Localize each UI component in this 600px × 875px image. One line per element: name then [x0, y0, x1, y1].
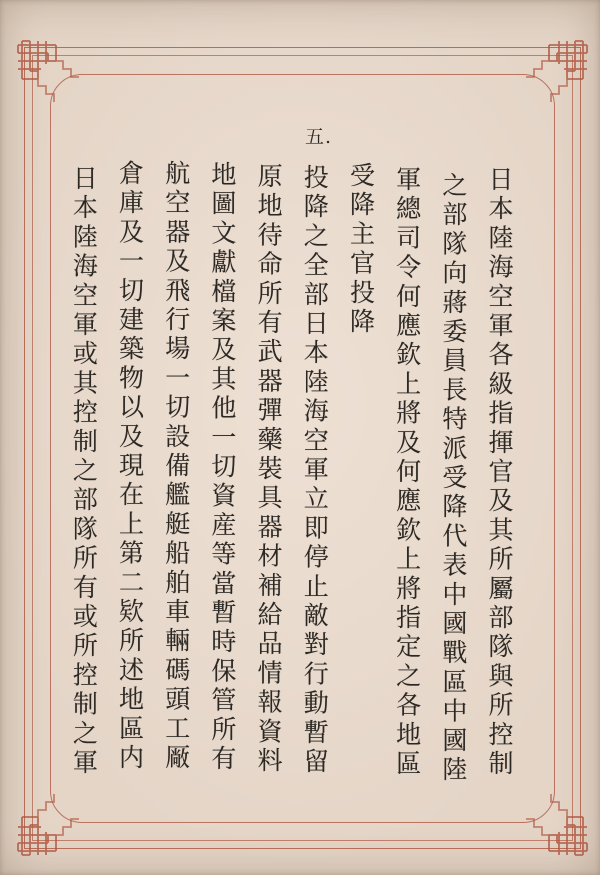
text-column-4: 受降主官投降 — [346, 162, 376, 338]
text-column-7: 地圖文獻檔案及其他一切資産等當暫時保管所有 — [207, 161, 237, 775]
corner-fret-ornament-top-right — [509, 31, 597, 119]
corner-fret-ornament-top-left — [8, 31, 96, 119]
text-column-5: 投降之全部日本陸海空軍立即停止敵對行動暫留 — [300, 164, 330, 778]
text-column-10: 日本陸海空軍或其控制之部隊所有或所控制之軍 — [69, 165, 99, 779]
page-number: 五. — [305, 126, 333, 148]
text-column-9: 倉庫及一切建築物以及現在上第二欵所述地區内 — [115, 160, 145, 774]
text-columns — [60, 160, 522, 820]
text-column-6: 原地待命所有武器彈藥裝具器材補給品情報資料 — [254, 163, 284, 777]
text-column-1: 日本陸海空軍各級指揮官及其所屬部隊與所控制 — [485, 166, 514, 780]
corner-fret-ornament-bottom-right — [509, 777, 597, 865]
text-column-2: 之部隊向蔣委員長特派受降代表中國戰區中國陸 — [438, 172, 468, 786]
text-column-3: 軍總司令何應欽上將及何應欽上將指定之各地區 — [392, 166, 422, 780]
text-column-8: 航空器及飛行場一切設備艦艇船舶車輛碼頭工厰 — [161, 160, 191, 774]
